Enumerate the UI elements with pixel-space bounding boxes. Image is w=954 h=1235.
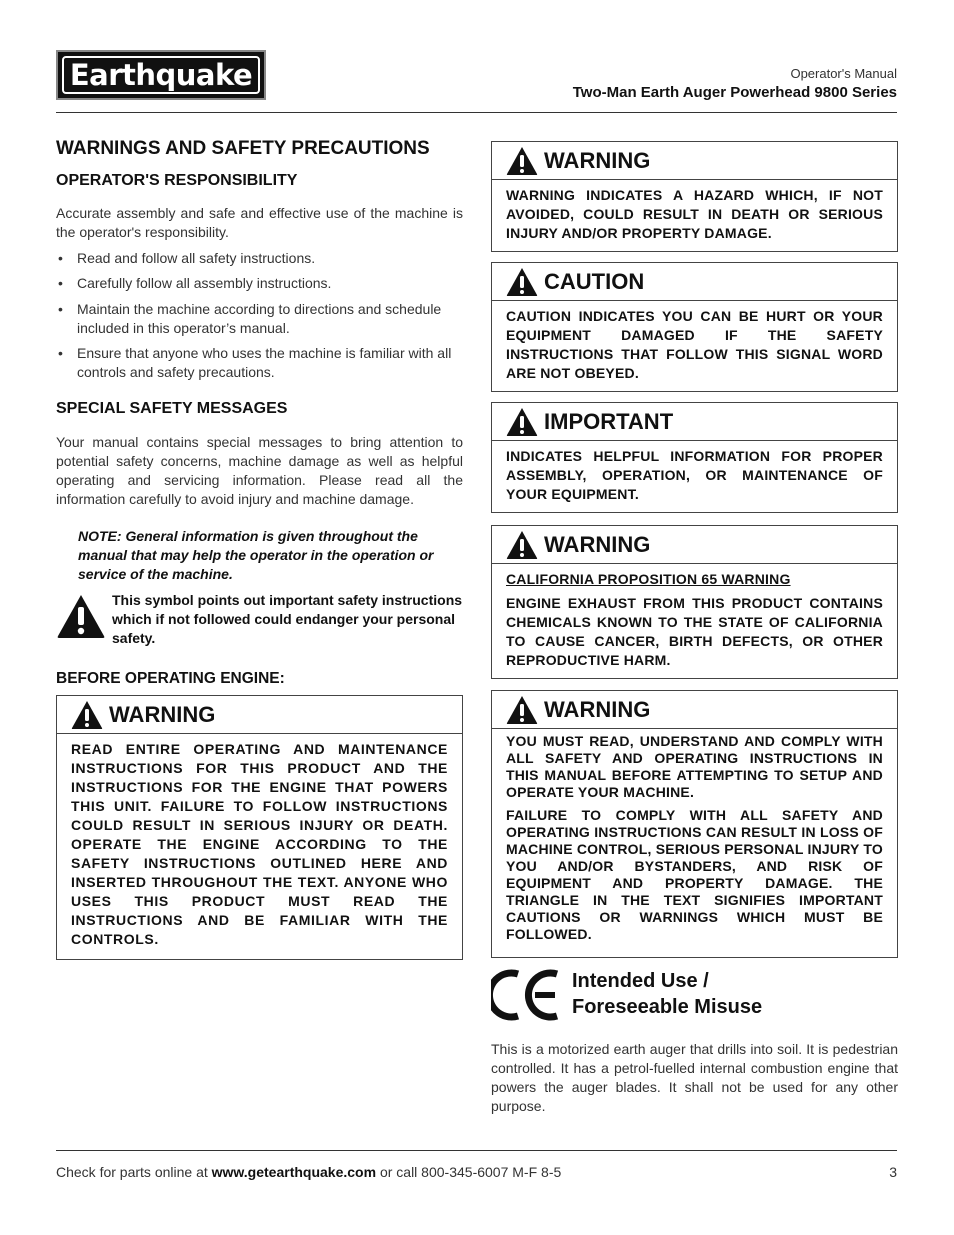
box-header [492,263,897,301]
box-header [492,526,897,564]
list-item: • Carefully follow all assembly instructions. [56,274,463,293]
header-divider [56,112,897,113]
responsibility-intro: Accurate assembly and safe and effective use of the machine is the operator's responsibility. [56,205,463,240]
special-body: Your manual contains special messages to bring attention to potential safety concerns, machine damage as well as helpful operating and servicing information. Please read all the information carefully to avoid injury and machine damage. [56,434,463,507]
warning-triangle-icon [506,407,538,437]
prop65-text: ENGINE EXHAUST FROM THIS PRODUCT CONTAINS CHEMICALS KNOWN TO THE STATE OF CALIFORNIA TO CAUSE CANCER, BIRTH DEFECTS, OR OTHER REPRODUCTIVE HARM. [506,595,883,668]
intended-use-title-line1: Intended Use / [572,970,709,992]
important-definition-box [491,402,898,513]
engine-warning-box [56,695,463,960]
prop65-warning-box [491,525,898,679]
header-block [573,66,897,101]
intended-use-title [572,968,762,1020]
intended-use-body: This is a motorized earth auger that drills into soil. It is pedestrian controlled. It has a petrol-fuelled internal combustion engine that powers the auger blades. It shall not be used for any other purpose. [491,1041,898,1114]
caution-definition-box [491,262,898,392]
responsibility-list [56,249,463,382]
footer-suffix: or call 800-345-6007 M-F 8-5 [376,1164,562,1180]
box-title: WARNING [544,696,651,722]
ce-mark-icon [491,968,561,1022]
earthquake-logo [56,50,266,100]
page-number: 3 [889,1164,897,1180]
left-column [56,138,463,960]
prop65-subheading: CALIFORNIA PROPOSITION 65 WARNING [506,571,791,587]
footer-text [56,1164,561,1180]
before-operating-heading: BEFORE OPERATING ENGINE: [56,670,285,687]
box-body: INDICATES HELPFUL INFORMATION FOR PROPER ASSEMBLY, OPERATION, OR MAINTENANCE OF YOUR EQUIPMENT. [506,448,883,502]
warning-triangle-icon [506,530,538,560]
box-header [492,691,897,729]
list-item: • Ensure that anyone who uses the machine is familiar with all controls and safety precautions. [56,344,463,382]
warning-triangle-icon [506,695,538,725]
footer-prefix: Check for parts online at [56,1164,212,1180]
compliance-text-1: YOU MUST READ, UNDERSTAND AND COMPLY WITH ALL SAFETY AND OPERATING INSTRUCTIONS IN THIS MANUAL BEFORE ATTEMPTING TO SETUP AND OPERATE YOUR MACHINE. [506,733,883,800]
intended-use-title-line2: Foreseeable Misuse [572,996,763,1018]
section-title: WARNINGS AND SAFETY PRECAUTIONS [56,138,430,159]
compliance-warning-box [491,690,898,958]
right-column [491,141,898,1116]
special-heading: SPECIAL SAFETY MESSAGES [56,400,288,417]
list-item: • Maintain the machine according to directions and schedule included in this operator’s manual. [56,300,463,338]
box-title: WARNING [109,701,216,727]
box-body: READ ENTIRE OPERATING AND MAINTENANCE INSTRUCTIONS FOR THIS PRODUCT AND THE INSTRUCTIONS FOR THE ENGINE THAT POWERS THIS UNIT. FAILURE TO FOLLOW INSTRUCTIONS COULD RESULT IN SERIOUS INJURY OR DEATH. OPERATE THE ENGINE ACCORDING TO THE SAFETY INSTRUCTIONS OUTLINED HERE AND INSERTED THROUGHOUT THE TEXT. ANYONE WHO USES THIS PRODUCT MUST READ THE INSTRUCTIONS AND BE FAMILIAR WITH THE CONTROLS. [71,741,448,947]
warning-triangle-icon [56,593,106,639]
warning-definition-box [491,141,898,252]
list-item: • Read and follow all safety instructions. [56,249,463,268]
warning-triangle-icon [506,267,538,297]
footer-url-link[interactable]: www.getearthquake.com [211,1164,377,1180]
footer-divider [56,1150,897,1151]
box-body: WARNING INDICATES A HAZARD WHICH, IF NOT AVOIDED, COULD RESULT IN DEATH OR SERIOUS INJURY AND/OR PROPERTY DAMAGE. [506,187,883,241]
box-title: CAUTION [544,268,645,294]
responsibility-heading: OPERATOR'S RESPONSIBILITY [56,172,298,189]
warning-triangle-icon [506,146,538,176]
box-title: IMPORTANT [544,408,674,434]
warning-triangle-icon [71,700,103,730]
box-body: CAUTION INDICATES YOU CAN BE HURT OR YOUR EQUIPMENT DAMAGED IF THE SAFETY INSTRUCTIONS THAT FOLLOW THIS SIGNAL WORD ARE NOT OBEYED. [506,308,883,381]
box-header [492,403,897,441]
compliance-text-2: FAILURE TO COMPLY WITH ALL SAFETY AND OPERATING INSTRUCTIONS CAN RESULT IN LOSS OF MACHINE CONTROL, SERIOUS PERSONAL INJURY TO YOU AND/OR BYSTANDERS, AND RISK OF EQUIPMENT AND PROPERTY DAMAGE. THE TRIANGLE IN THE TEXT SIGNIFIES IMPORTANT CAUTIONS OR WARNINGS WHICH MUST BE FOLLOWED. [506,807,883,942]
box-title: WARNING [544,147,651,173]
header-subtitle: Operator's Manual [790,66,897,81]
logo-text: Earthquake [62,56,260,94]
box-body [492,729,897,957]
symbol-explanation [56,591,463,648]
box-body [492,564,897,678]
box-header [492,142,897,180]
box-title: WARNING [544,531,651,557]
header-title: Two-Man Earth Auger Powerhead 9800 Series [572,84,897,101]
symbol-text: This symbol points out important safety instructions which if not followed could endanger your personal safety. [112,592,463,646]
general-note: NOTE: General information is given throughout the manual that may help the operator in the operation or service of the machine. [78,528,434,582]
intended-use-header [491,968,898,1022]
box-header [57,696,462,734]
